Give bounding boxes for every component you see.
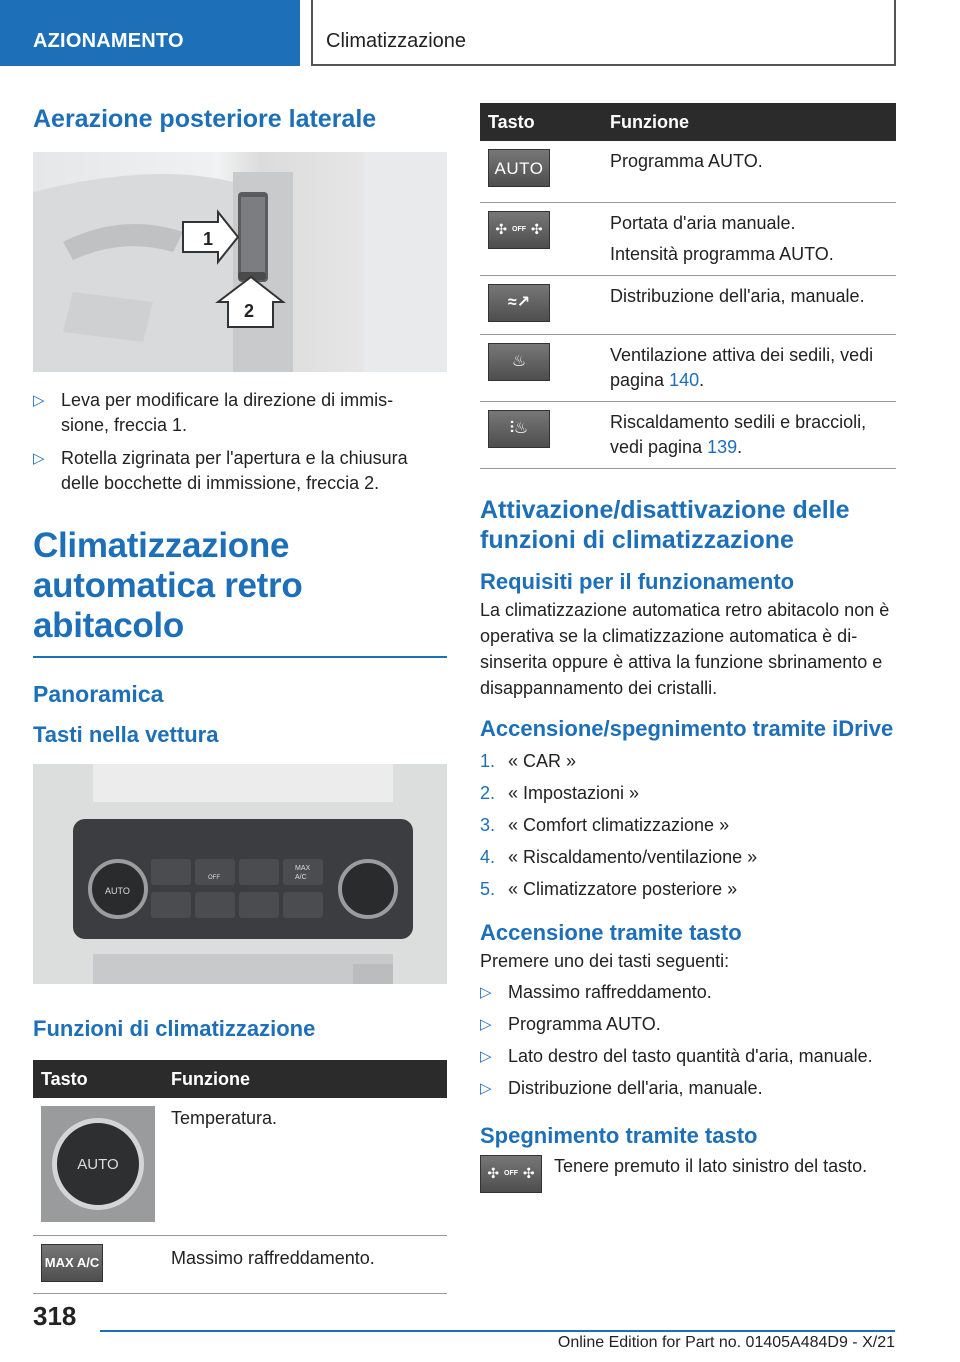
- fan-off-key-icon: ✣ OFF ✣: [480, 1155, 542, 1193]
- on-intro: Premere uno dei tasti seguenti:: [480, 950, 730, 971]
- temperature-knob-image: AUTO: [41, 1106, 155, 1222]
- panel-off-label: OFF: [208, 875, 220, 881]
- bullet-triangle-icon: ▷: [480, 1015, 492, 1033]
- photo-label-1: 1: [203, 229, 214, 249]
- list-item: ▷ Lato destro del tasto quantità d'aria, manuale.: [480, 1044, 896, 1069]
- col-header-key: Tasto: [33, 1060, 163, 1098]
- functions-table-left: [33, 1060, 447, 1294]
- table-row: ✣ OFF ✣ Portata d'aria manuale. Intensità programma AUTO.: [480, 202, 896, 275]
- photo-label-2: 2: [244, 301, 255, 321]
- heading-climate-functions: Funzioni di climatizzazione: [33, 1016, 316, 1041]
- off-instruction: ✣ OFF ✣ Tenere premuto il lato sinistro del tasto.: [480, 1155, 896, 1193]
- page-number: 318: [33, 1301, 77, 1331]
- table-row: ⫶♨ Riscaldamento sedili e braccioli, vedi pagina 139.: [480, 401, 896, 468]
- heading-off-button: Spegnimento tramite tasto: [480, 1122, 758, 1148]
- list-item: ▷ Programma AUTO.: [480, 1012, 896, 1037]
- idrive-steps-list: [480, 749, 896, 902]
- page-link[interactable]: 140: [669, 369, 700, 390]
- table-row: ≈↗ Distribuzione dell'aria, manuale.: [480, 275, 896, 334]
- list-item: 3. « Comfort climatizzazione »: [480, 814, 730, 835]
- list-item: ▷ Leva per modificare la direzione di immis- sione, freccia 1.: [33, 388, 447, 438]
- heading-auto-climate: Climatizzazione automatica retro abitacolo: [33, 526, 447, 658]
- panel-max-label: MAX: [295, 865, 311, 872]
- chapter-tab: Climatizzazione: [311, 0, 896, 66]
- col-header-function: Funzione: [602, 103, 896, 141]
- seat-ventilation-key-icon: ♨: [488, 343, 550, 381]
- panel-auto-label: AUTO: [105, 886, 130, 896]
- on-bullet-list: [480, 980, 896, 1101]
- list-item: 2. « Impostazioni »: [480, 782, 640, 803]
- list-item: ▷ Distribuzione dell'aria, manuale.: [480, 1076, 896, 1101]
- panel-ac-label: A/C: [295, 874, 307, 881]
- list-item: 1. « CAR »: [480, 750, 577, 771]
- table-row: AUTO Programma AUTO.: [480, 141, 896, 202]
- edition-text: Online Edition for Part no. 01405A484D9 - X/21: [557, 1334, 895, 1351]
- right-column: [480, 103, 896, 1193]
- seat-heating-key-icon: ⫶♨: [488, 410, 550, 448]
- left-column: [33, 100, 447, 1294]
- heading-idrive: Accensione/spegnimento tramite iDrive: [480, 715, 894, 741]
- requirements-text: La climatizzazione automatica retro abitacolo non è operativa se la climatizzazione automatica è di-sinserita oppure è attiva la funzione sbrinamento e disappannamento dei cristalli.: [480, 599, 890, 698]
- table-row: ♨ Ventilazione attiva dei sedili, vedi pagina 140.: [480, 334, 896, 401]
- heading-overview: Panoramica: [33, 681, 164, 707]
- page-header: [0, 0, 960, 66]
- bullet-triangle-icon: ▷: [480, 1047, 492, 1065]
- heading-rear-vent: Aerazione posteriore laterale: [33, 105, 377, 133]
- page-link[interactable]: 139: [707, 436, 738, 457]
- section-tab: AZIONAMENTO: [0, 0, 300, 66]
- footer-divider: [100, 1330, 895, 1332]
- table-row: AUTO Temperatura.: [33, 1098, 447, 1235]
- list-item: 4. « Riscaldamento/ventilazione »: [480, 846, 758, 867]
- heading-buttons-in-vehicle: Tasti nella vettura: [33, 722, 219, 747]
- col-header-function: Funzione: [163, 1060, 447, 1098]
- max-ac-key-icon: MAX A/C: [41, 1244, 103, 1282]
- auto-key-icon: AUTO: [488, 149, 550, 187]
- vent-bullet-list: [33, 388, 447, 496]
- air-distribution-key-icon: ≈↗: [488, 284, 550, 322]
- heading-activation: Attivazione/disattivazione delle funzioni di climatizzazione: [480, 495, 850, 554]
- heading-on-button: Accensione tramite tasto: [480, 919, 742, 945]
- col-header-key: Tasto: [480, 103, 602, 141]
- table-row: MAX A/C Massimo raffreddamento.: [33, 1235, 447, 1293]
- rear-climate-panel-photo: [33, 764, 447, 984]
- heading-requirements: Requisiti per il funzionamento: [480, 568, 795, 594]
- list-item: ▷ Massimo raffreddamento.: [480, 980, 896, 1005]
- bullet-triangle-icon: ▷: [33, 450, 45, 467]
- fan-off-key-icon: ✣ OFF ✣: [488, 211, 550, 249]
- bullet-triangle-icon: ▷: [33, 392, 45, 409]
- bullet-triangle-icon: ▷: [480, 1079, 492, 1097]
- list-item: ▷ Rotella zigrinata per l'apertura e la chiusura delle bocchette di immissione, freccia 2.: [33, 446, 447, 496]
- bullet-triangle-icon: ▷: [480, 983, 492, 1001]
- list-item: 5. « Climatizzatore posteriore »: [480, 878, 738, 899]
- rear-vent-photo: [33, 152, 447, 372]
- functions-table-right: [480, 103, 896, 469]
